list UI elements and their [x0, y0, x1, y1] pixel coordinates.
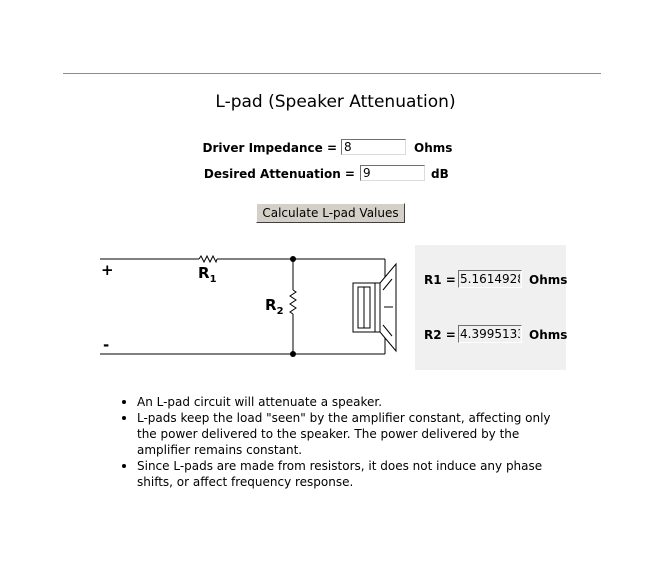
- impedance-label: Driver Impedance =: [202, 141, 337, 155]
- list-item: Since L-pads are made from resistors, it does not induce any phase shifts, or affect frequency response.: [137, 458, 567, 490]
- results-panel: [415, 245, 566, 370]
- r1-result-field[interactable]: [458, 270, 522, 288]
- r1-diagram-label: $R_1$: [198, 264, 217, 285]
- r2-result-label: R2 =: [424, 328, 456, 342]
- r2-result-unit: Ohms: [529, 328, 568, 342]
- minus-terminal-label: -: [103, 336, 110, 354]
- plus-terminal-label: +: [101, 261, 114, 279]
- page-title: L-pad (Speaker Attenuation): [215, 92, 456, 112]
- calculate-button[interactable]: Calculate L-pad Values: [256, 203, 405, 223]
- lpad-circuit-diagram: [95, 245, 415, 370]
- impedance-input[interactable]: [341, 139, 406, 155]
- impedance-unit: Ohms: [414, 141, 453, 155]
- r2-diagram-label: $R_2$: [265, 296, 284, 317]
- r2-resistor-symbol: [290, 290, 296, 314]
- attenuation-unit: dB: [431, 167, 449, 181]
- attenuation-input[interactable]: [360, 165, 425, 181]
- notes-list: [137, 394, 567, 490]
- speaker-icon: [353, 264, 396, 351]
- r1-result-unit: Ohms: [529, 273, 568, 287]
- list-item: An L-pad circuit will attenuate a speaker.: [137, 394, 567, 410]
- top-divider: [63, 73, 601, 74]
- r1-resistor-symbol: [199, 256, 217, 262]
- r2-result-field[interactable]: [458, 325, 522, 343]
- list-item: L-pads keep the load "seen" by the amplifier constant, affecting only the power delivered to the speaker. The power delivered by the amplifier remains constant.: [137, 410, 567, 458]
- top-junction-dot: [290, 256, 296, 262]
- bottom-junction-dot: [290, 351, 296, 357]
- r1-result-label: R1 =: [424, 273, 456, 287]
- attenuation-label: Desired Attenuation =: [203, 167, 355, 181]
